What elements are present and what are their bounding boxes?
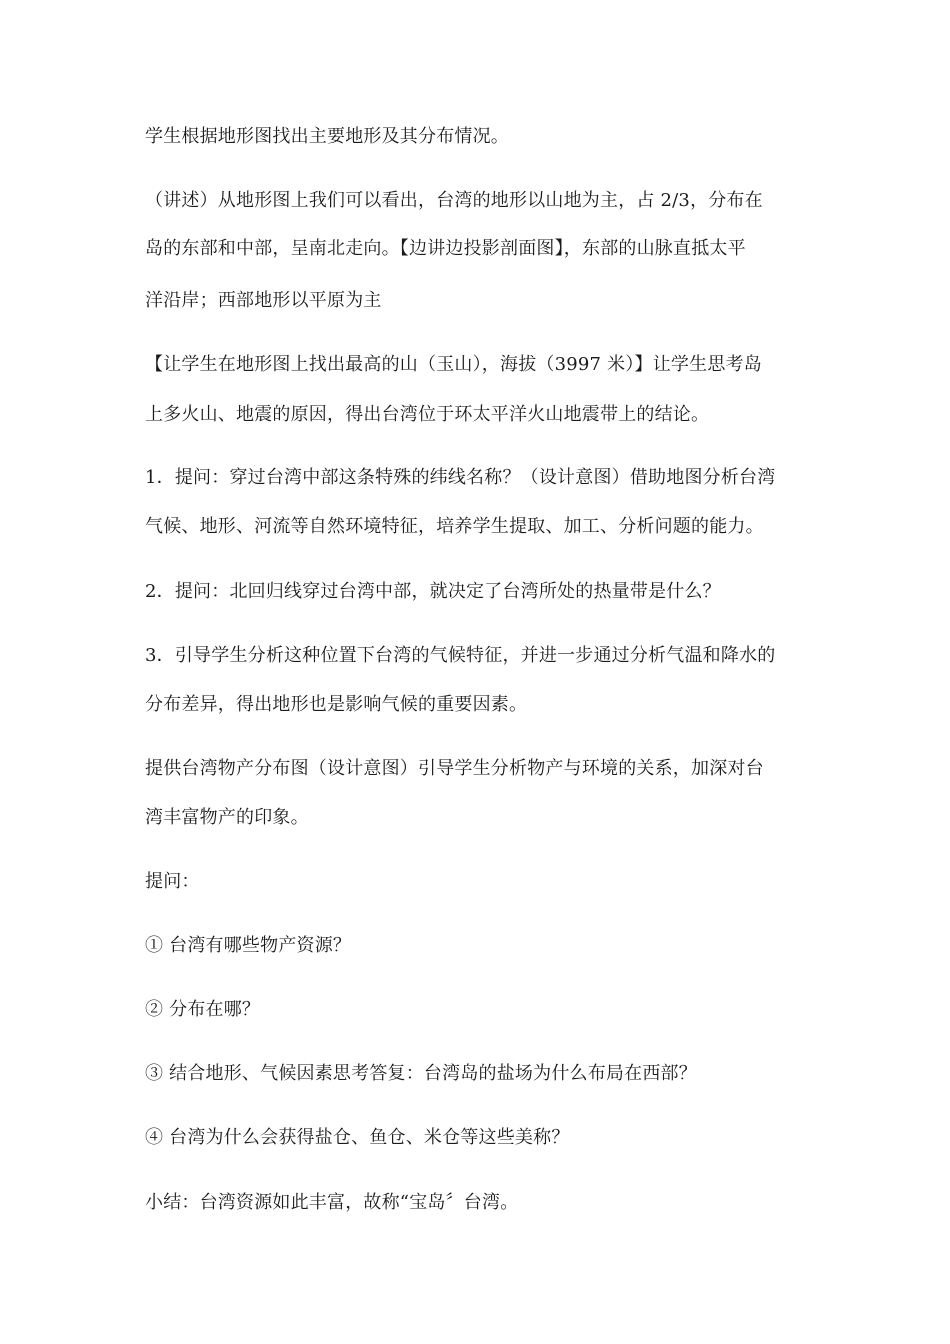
list-item: ① 台湾有哪些物产资源？ (145, 935, 352, 956)
text-line: 岛的东部和中部，呈南北走向。【边讲边投影剖面图】，东部的山脉直抵太平 (145, 238, 746, 259)
text-line: 【让学生在地形图上找出最高的山（玉山），海拔（3997 米）】让学生思考岛 (145, 354, 762, 375)
text-line: 湾丰富物产的印象。 (145, 807, 309, 828)
text-line: 学生根据地形图找出主要地形及其分布情况。 (145, 126, 509, 147)
text-line: 洋沿岸；西部地形以平原为主 (145, 290, 382, 311)
text-line: 气候、地形、河流等自然环境特征，培养学生提取、加工、分析问题的能力。 (145, 516, 764, 537)
text-line: 上多火山、地震的原因，得出台湾位于环太平洋火山地震带上的结论。 (145, 404, 710, 425)
text-line: 3．引导学生分析这种位置下台湾的气候特征，并进一步通过分析气温和降水的 (145, 645, 776, 666)
text-line: （讲述）从地形图上我们可以看出，台湾的地形以山地为主，占 2/3，分布在 (145, 190, 763, 211)
list-item: ③ 结合地形、气候因素思考答复：台湾岛的盐场为什么布局在西部？ (145, 1063, 697, 1084)
list-item: ④ 台湾为什么会获得盐仓、鱼仓、米仓等这些美称？ (145, 1127, 570, 1148)
summary-line: 小结：台湾资源如此丰富，故称“宝岛〞台湾。 (145, 1192, 519, 1213)
text-line: 分布差异，得出地形也是影响气候的重要因素。 (145, 694, 528, 715)
text-line: 1．提问：穿过台湾中部这条特殊的纬线名称？（设计意图）借助地图分析台湾 (145, 467, 776, 488)
text-line: 2．提问：北回归线穿过台湾中部，就决定了台湾所处的热量带是什么？ (145, 581, 721, 602)
list-item: ② 分布在哪？ (145, 999, 261, 1020)
text-line: 提供台湾物产分布图（设计意图）引导学生分析物产与环境的关系，加深对台 (145, 758, 764, 779)
text-line: 提问： (145, 871, 200, 892)
